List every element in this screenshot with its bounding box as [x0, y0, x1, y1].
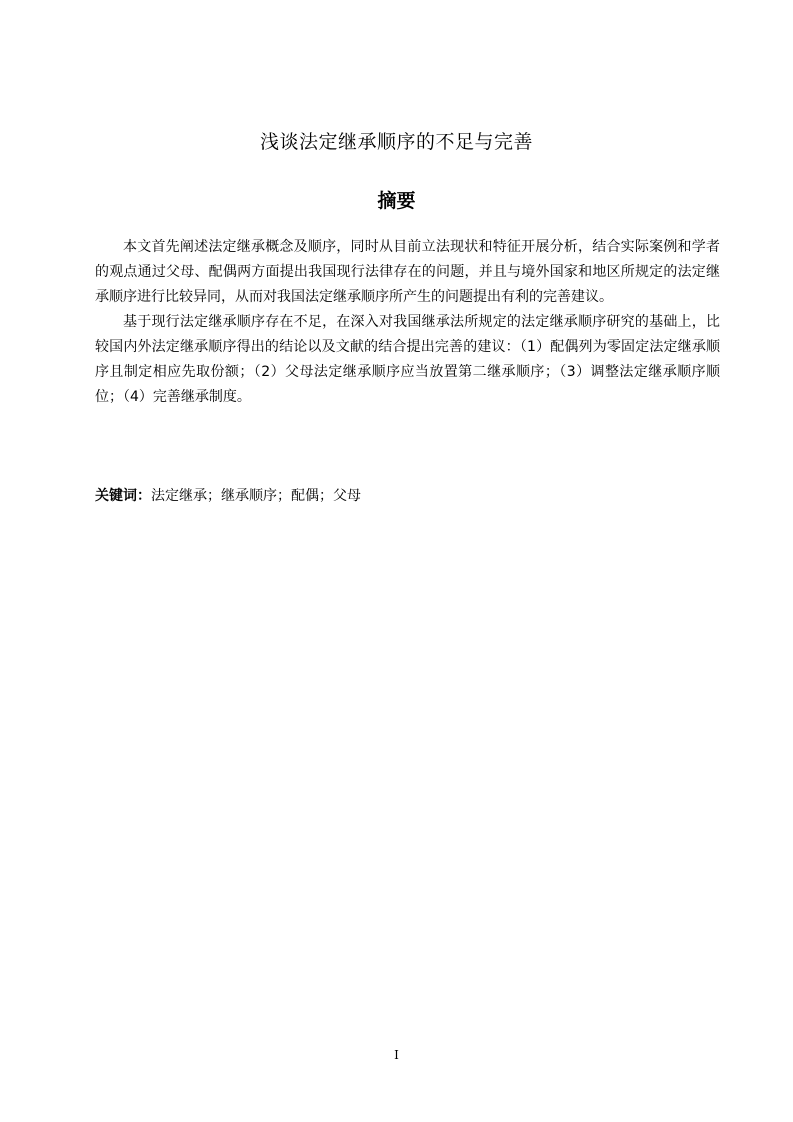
abstract-paragraph-1: 本文首先阐述法定继承概念及顺序，同时从目前立法现状和特征开展分析，结合实际案例和学者的观点通过父母、配偶两方面提出我国现行法律存在的问题，并且与境外国家和地区所规定的法定继承顺序进行比较异同，从而对我国法定继承顺序所产生的问题提出有利的完善建议。	[95, 239, 720, 305]
keywords-line	[95, 484, 720, 509]
abstract-paragraph-2: 基于现行法定继承顺序存在不足，在深入对我国继承法所规定的法定继承顺序研究的基础上，比较国内外法定继承顺序得出的结论以及文献的结合提出完善的建议：（1）配偶列为零固定法定继承顺序且制定相应先取份额；（2）父母法定继承顺序应当放置第二继承顺序；（3）调整法定继承顺序顺位；（4）完善继承制度。	[95, 314, 720, 405]
abstract-body	[95, 235, 720, 410]
keywords-text: 法定继承；继承顺序；配偶；父母	[151, 488, 361, 504]
abstract-heading: 摘要	[377, 190, 416, 212]
document-title: 浅谈法定继承顺序的不足与完善	[259, 131, 533, 153]
keywords-label: 关键词：	[95, 488, 151, 504]
page-number: I	[394, 1048, 399, 1062]
